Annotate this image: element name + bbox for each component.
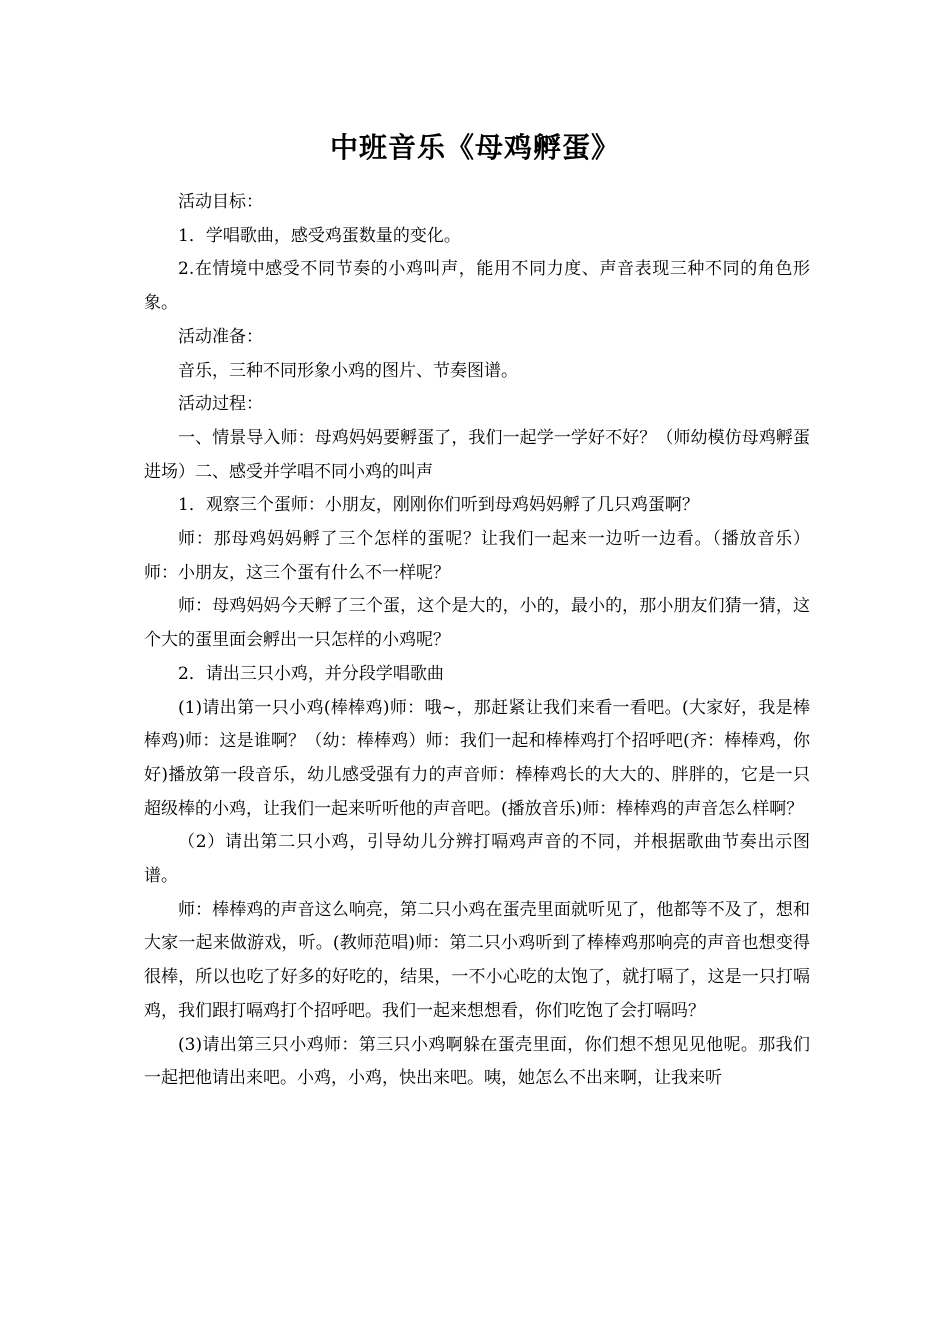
paragraph-teacher-3: 师：棒棒鸡的声音这么响亮，第二只小鸡在蛋壳里面就听见了，他都等不及了，想和大家一起来做游戏，听。(教师范唱)师：第二只小鸡听到了棒棒鸡那响亮的声音也想变得很棒，所以也吃了好多的好吃的，结果，一不小心吃的太饱了，就打嗝了，这是一只打嗝鸡，我们跟打嗝鸡打个招呼吧。我们一起来想想看，你们吃饱了会打嗝吗？ — [144, 899, 810, 1021]
paragraph-goal-2: 2.在情境中感受不同节奏的小鸡叫声，能用不同力度、声音表现三种不同的角色形象。 — [144, 259, 810, 314]
paragraph-first-chick: (1)请出第一只小鸡(棒棒鸡)师：哦~，那赶紧让我们来看一看吧。(大家好，我是棒棒鸡)师：这是谁啊？（幼：棒棒鸡）师：我们一起和棒棒鸡打个招呼吧(齐：棒棒鸡，你好)播放第一段音乐，幼儿感受强有力的声音师：棒棒鸡长的大大的、胖胖的，它是一只超级棒的小鸡，让我们一起来听听他的声音吧。(播放音乐)师：棒棒鸡的声音怎么样啊？ — [144, 697, 810, 819]
paragraph-process-heading: 活动过程： — [178, 394, 263, 415]
paragraph-prep-heading: 活动准备： — [178, 326, 263, 347]
paragraph-observe-eggs: 1．观察三个蛋师：小朋友，刚刚你们听到母鸡妈妈孵了几只鸡蛋啊？ — [178, 495, 699, 516]
document-body — [144, 186, 810, 1096]
paragraph-goals-heading: 活动目标： — [178, 192, 263, 212]
page-title: 中班音乐《母鸡孵蛋》 — [329, 131, 620, 164]
paragraph-goal-1: 1．学唱歌曲，感受鸡蛋数量的变化。 — [178, 225, 461, 246]
paragraph-second-chick: （2）请出第二只小鸡，引导幼儿分辨打嗝鸡声音的不同，并根据歌曲节奏出示图谱。 — [144, 832, 810, 887]
paragraph-process-intro: 一、情景导入师：母鸡妈妈要孵蛋了，我们一起学一学好不好？（师幼模仿母鸡孵蛋进场）二、感受并学唱不同小鸡的叫声 — [144, 427, 810, 482]
paragraph-prep-content: 音乐，三种不同形象小鸡的图片、节奏图谱。 — [178, 360, 518, 381]
paragraph-third-chick: (3)请出第三只小鸡师：第三只小鸡啊躲在蛋壳里面，你们想不想见见他呢。那我们一起把他请出来吧。小鸡，小鸡，快出来吧。咦，她怎么不出来啊，让我来听 — [144, 1034, 810, 1089]
paragraph-teacher-2: 师：母鸡妈妈今天孵了三个蛋，这个是大的，小的，最小的，那小朋友们猜一猜，这个大的蛋里面会孵出一只怎样的小鸡呢？ — [144, 596, 810, 651]
paragraph-three-chicks: 2．请出三只小鸡，并分段学唱歌曲 — [178, 663, 444, 684]
paragraph-teacher-1: 师：那母鸡妈妈孵了三个怎样的蛋呢？让我们一起来一边听一边看。（播放音乐）师：小朋友，这三个蛋有什么不一样呢？ — [144, 529, 810, 583]
